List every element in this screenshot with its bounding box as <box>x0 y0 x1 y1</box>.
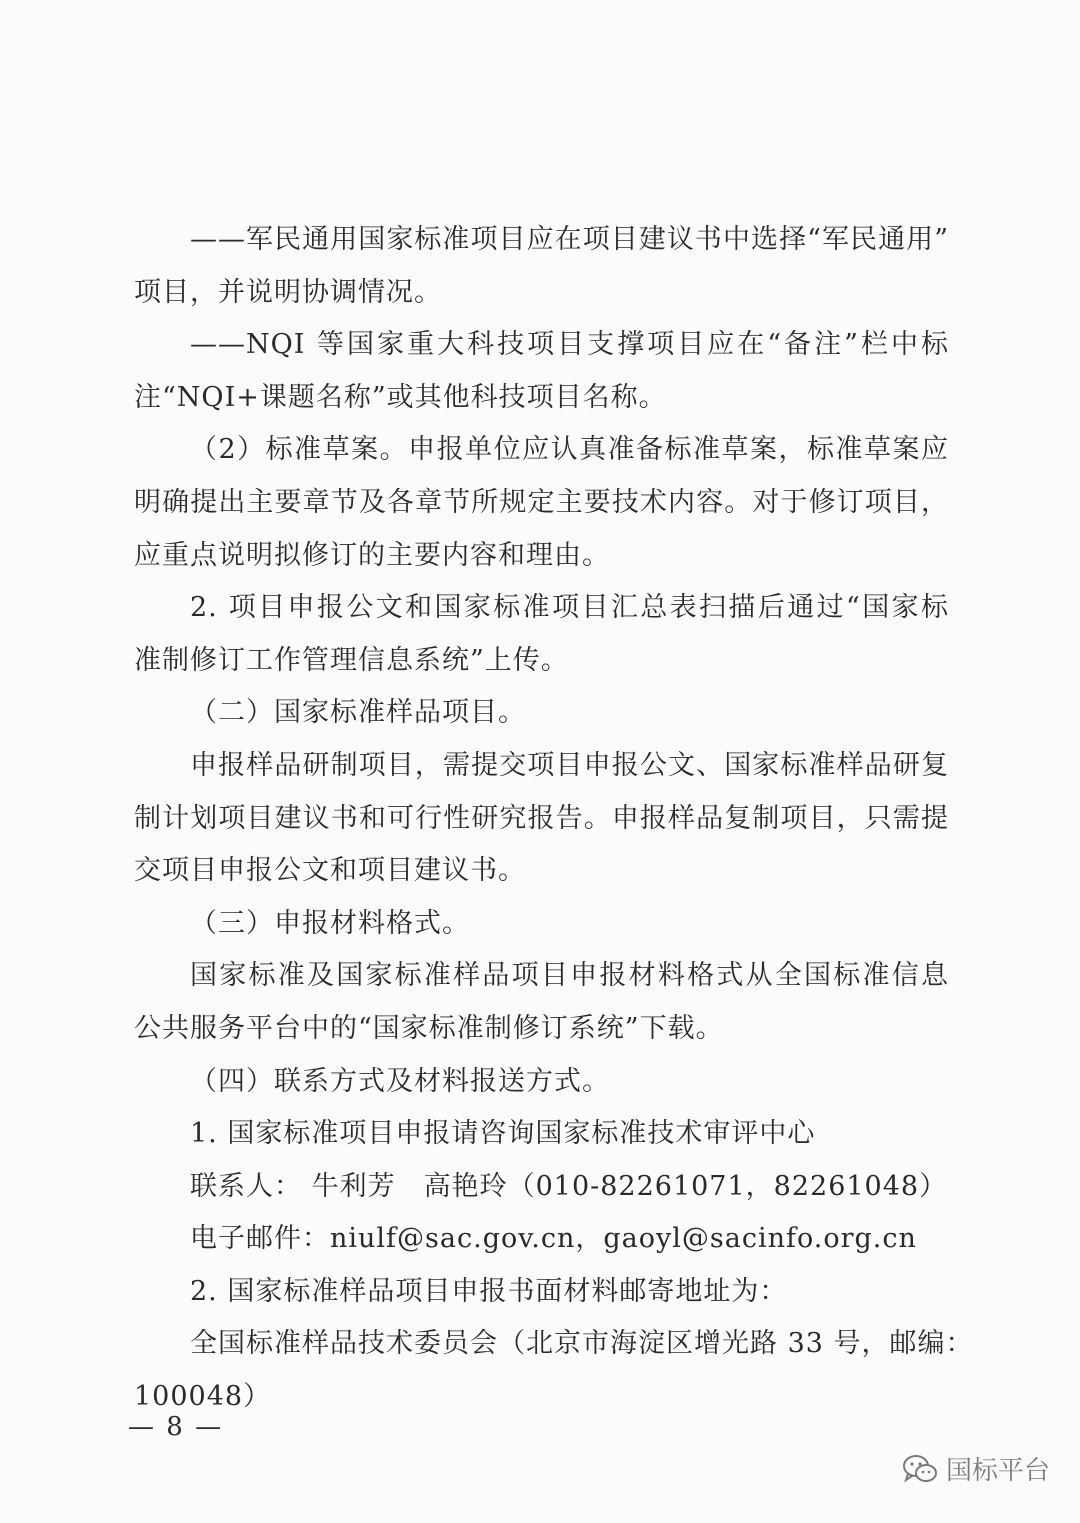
text-line: ——军民通用国家标准项目应在项目建议书中选择“军民通用” <box>190 224 949 255</box>
watermark <box>902 1450 1050 1487</box>
text-line: 2. 国家标准样品项目申报书面材料邮寄地址为： <box>190 1275 788 1307</box>
text-line: 1. 国家标准项目申报请咨询国家标准技术审评中心 <box>190 1118 816 1150</box>
text-line: 国家标准及国家标准样品项目申报材料格式从全国标准信息 <box>190 960 949 992</box>
text-line: 全国标准样品技术委员会（北京市海淀区增光路 33 号，邮编： <box>190 1328 974 1360</box>
text-line: 明确提出主要章节及各章节所规定主要技术内容。对于修订项目， <box>134 486 949 518</box>
text-line: 应重点说明拟修订的主要内容和理由。 <box>134 539 610 571</box>
text-line: （四）联系方式及材料报送方式。 <box>190 1065 610 1097</box>
text-line: （二）国家标准样品项目。 <box>190 697 526 729</box>
text-line: 100048） <box>134 1381 272 1413</box>
text-line: （2）标准草案。申报单位应认真准备标准草案，标准草案应 <box>190 434 949 466</box>
document-body <box>134 214 974 1424</box>
text-line: 交项目申报公文和项目建议书。 <box>134 855 526 887</box>
text-line: 项目，并说明协调情况。 <box>134 276 442 308</box>
watermark-label: 国标平台 <box>945 1456 1050 1486</box>
text-line: 制计划项目建议书和可行性研究报告。申报样品复制项目，只需提 <box>134 802 949 834</box>
text-line: 申报样品研制项目，需提交项目申报公文、国家标准样品研复 <box>190 749 949 781</box>
text-line: 电子邮件：niulf@sac.gov.cn，gaoyl@sacinfo.org.cn <box>190 1223 917 1255</box>
text-line: 2. 项目申报公文和国家标准项目汇总表扫描后通过“国家标 <box>190 592 949 624</box>
text-line: 联系人： 牛利芳 高艳玲（010-82261071，82261048） <box>190 1170 948 1202</box>
page-number: — 8 — <box>128 1412 224 1442</box>
text-line: ——NQI 等国家重大科技项目支撑项目应在“备注”栏中标 <box>190 329 949 361</box>
text-line: 准制修订工作管理信息系统”上传。 <box>134 644 569 676</box>
text-line: 注“NQI+课题名称”或其他科技项目名称。 <box>134 381 667 413</box>
wechat-icon <box>902 1454 938 1484</box>
text-line: 公共服务平台中的“国家标准制修订系统”下载。 <box>134 1012 724 1044</box>
text-line: （三）申报材料格式。 <box>190 907 470 939</box>
